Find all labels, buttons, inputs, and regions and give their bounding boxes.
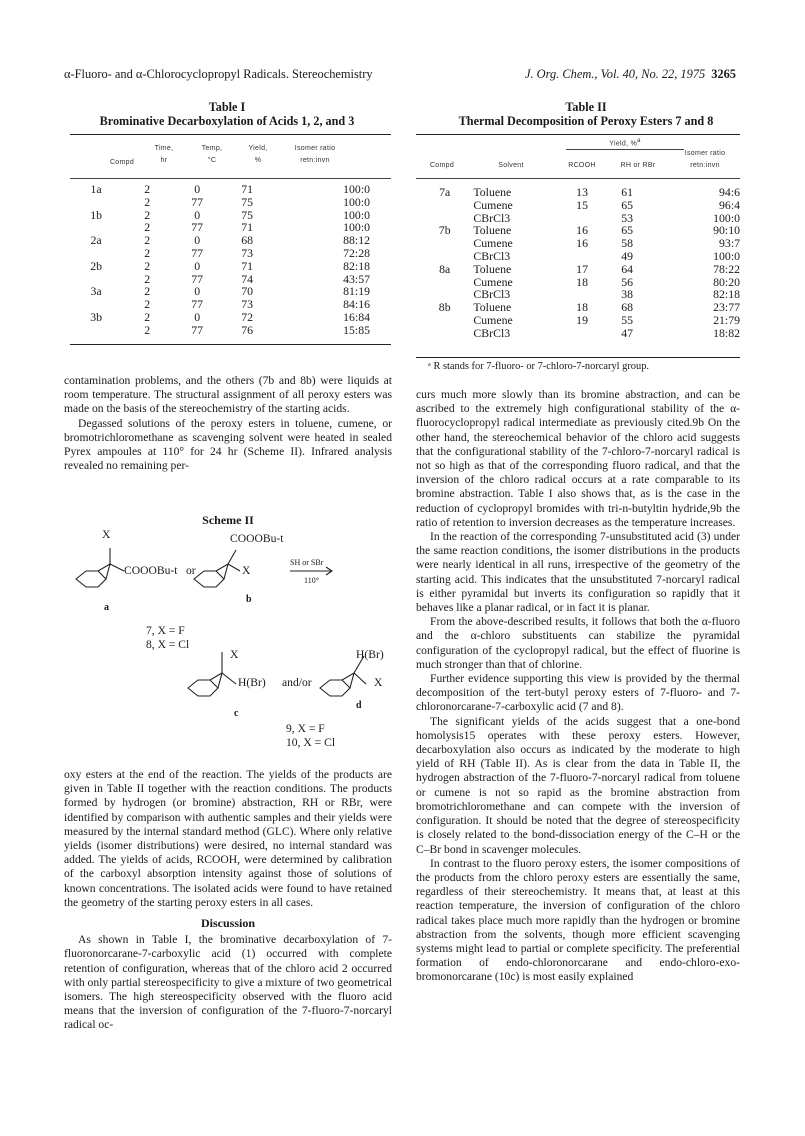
table-2-header-isomer: Isomer ratio <box>684 150 726 157</box>
scheme-2-figure <box>64 526 392 756</box>
table-1-cell: 2 <box>144 220 151 235</box>
table-2-caption-title: Thermal Decomposition of Peroxy Esters 7 and 8 <box>458 114 714 128</box>
table-1-header-time-unit: hr <box>160 157 168 164</box>
table-2-cell: 7a <box>439 185 451 199</box>
table-2-body <box>416 186 740 340</box>
table-2-cell: 16 <box>576 223 588 238</box>
table-2-cell <box>416 327 473 340</box>
table-2-cell: Toluene <box>473 185 512 199</box>
table-2-cell <box>416 237 473 250</box>
table-2-cell: CBrCl3 <box>473 325 511 340</box>
table-row <box>70 247 370 260</box>
table-2-caption-number: Table II <box>565 100 607 114</box>
paragraph: Further evidence supporting this view is provided by the thermal decomposition of the tert-butyl peroxy esters of 7-fluoro- and 7-chloronorcarane-7-carboxylic acid (7 and 8). <box>416 672 740 714</box>
table-2-header <box>416 138 740 172</box>
ring-b <box>194 571 224 587</box>
table-2-cell: 16 <box>576 236 588 251</box>
table-2-header-solvent: Solvent <box>498 162 524 169</box>
scheme-b-cooobu: COOOBu-t <box>230 532 284 545</box>
table-2-cell: 56 <box>621 274 634 289</box>
table-row <box>416 237 740 250</box>
compound-7-def: 7, X = F <box>146 624 185 637</box>
table-2-header-yield-group <box>584 138 666 147</box>
table-2-cell: 8b <box>438 300 451 315</box>
table-1-cell: 16:84 <box>343 309 370 324</box>
paragraph: From the above-described results, it follows that both the α-fluoro and the α-chloro substituents can stabilize the pyramidal configuration of the cyclopropyl radical, but the effect of fluorine is much stronger than that of chlorine. <box>416 615 740 671</box>
table-1-cell: 100:0 <box>343 182 370 196</box>
table-2-cell <box>566 250 599 263</box>
table-1-cell: 76 <box>241 322 254 337</box>
table-2-cell: 13 <box>576 185 588 199</box>
table-2-cell: 61 <box>621 185 634 199</box>
table-1 <box>64 100 390 128</box>
table-1-cell: 2 <box>144 258 151 273</box>
table-1-cell: 100:0 <box>343 194 370 209</box>
section-heading-discussion: Discussion <box>200 916 256 931</box>
scheme-label-a: a <box>104 602 109 613</box>
scheme-a-cooobu: COOOBu-t <box>124 564 178 577</box>
table-row <box>70 221 370 234</box>
table-1-cell: 75 <box>241 194 254 209</box>
table-1-cell: 0 <box>194 207 201 222</box>
table-2-cell: 68 <box>621 300 634 315</box>
table-1-cell: 2 <box>144 207 151 222</box>
table-2-cell: Cumene <box>473 197 513 212</box>
table-2-cell: Cumene <box>473 236 513 251</box>
table-1-header-isomer: Isomer ratio <box>294 145 336 152</box>
table-1-header-temp-unit: °C <box>207 157 217 164</box>
table-1-cell <box>70 324 122 337</box>
scheme-d-x: X <box>374 676 383 689</box>
table-1-cell: 71 <box>241 182 254 196</box>
table-1-header <box>70 145 391 173</box>
table-1-cell: 72:28 <box>343 245 370 260</box>
table-2-cell: 18:82 <box>713 325 740 340</box>
table-1-cell: 70 <box>241 284 254 299</box>
table-2-cell: 7b <box>438 223 451 238</box>
ring-c <box>188 680 218 696</box>
table-1-cell: 2 <box>144 194 151 209</box>
table-row <box>70 196 370 209</box>
table-1-cell: 72 <box>241 309 254 324</box>
table-1-cell <box>70 196 122 209</box>
table-row <box>70 298 370 311</box>
paragraph: curs much more slowly than its bromine abstraction, and can be ascribed to the extremely high configurational stability of the α-fluorocyclopropyl radical intermediate as previously cited.9b On the other hand, the stereochemical behavior of the chloro acid suggests that the configurational stability of the 7-chloro-7-norcaryl radical is not so high as that of the corresponding fluoro radical, and that the inversion of the chloro radical occurs at a rate comparable to its bromine abstraction. Table I also shows that, as is the case in the reduction of cyclopropyl bromides with tri-n-butyltin hydride,9b the ratio of retention to inversion decreases as the temperature increases. <box>416 388 740 529</box>
table-2-cell: CBrCl3 <box>473 210 511 225</box>
table-2-cell: CBrCl3 <box>473 248 511 263</box>
paragraph: In the reaction of the corresponding 7-unsubstituted acid (3) under the same reaction conditions, the isomer distributions in the products were nearly identical in all runs, irrespective of the geometry of the starting acid. This indicates that the unsubstituted 7-norcaryl radical is either pyramidal but inverts its configuration so rapidly that it behaves like a planar radical, or in fact it is planar. <box>416 530 740 615</box>
ring-a <box>76 571 106 587</box>
table-1-top-rule <box>70 134 391 135</box>
table-2-cell: 47 <box>621 325 634 340</box>
scheme-label-d: d <box>356 700 362 711</box>
table-1-cell: 68 <box>241 233 254 248</box>
table-row <box>70 273 370 286</box>
table-row <box>70 260 370 273</box>
table-2-header-rcooh: RCOOH <box>568 162 596 169</box>
table-1-cell <box>70 247 122 260</box>
table-2-cell <box>416 199 473 212</box>
table-1-cell: 84:16 <box>343 297 370 312</box>
scheme-temperature: 110° <box>304 576 319 585</box>
table-row <box>416 314 740 327</box>
table-2-cell: 18 <box>576 274 588 289</box>
table-2-cell <box>566 327 599 340</box>
table-1-cell: 0 <box>194 284 201 299</box>
table-2-cell: 80:20 <box>713 274 740 289</box>
table-1-cell: 88:12 <box>343 233 370 248</box>
table-1-header-isomer-unit: retn:invn <box>300 157 330 164</box>
table-2-cell: 65 <box>621 197 634 212</box>
scheme-a-x: X <box>102 528 111 541</box>
table-2-cell: 100:0 <box>713 210 740 225</box>
paragraph: In contrast to the fluoro peroxy esters, the isomer compositions of the products from the chloro peroxy esters are essentially the same, regardless of their stereochemistry. It means that, at least at this reaction temperature, the inversion of configuration of the chloro radical takes place much more rapidly than the hydrogen or bromine abstraction from the solvents, though more efficient scavenging systems might lead to partial or complete specificity. The preferential formation of endo-chloronorcarane and endo-chloro-exo-bromonorcarane (10c) is most easily explained <box>416 856 740 984</box>
page-number: 3265 <box>711 67 736 81</box>
running-header-journal <box>525 67 736 82</box>
table-1-cell: 0 <box>194 182 201 196</box>
table-row <box>70 209 370 222</box>
compound-9-def: 9, X = F <box>286 722 325 735</box>
table-2-bottom-rule <box>416 357 740 358</box>
table-1-body <box>70 183 370 337</box>
table-2-cell: 55 <box>621 312 634 327</box>
table-2-cell <box>416 250 473 263</box>
paragraph: The significant yields of the acids suggest that a one-bond homolysis15 operates with these peroxy esters. However, decarboxylation also occurs as indicated by the moderate to high yield of RH (Table II). As is clear from the data in Table II, the hydrogen abstraction of the 7-fluoro-7-norcaryl radical from toluene or cumene is not so rapid as the bromine abstraction from bromotrichloromethane and can compete with the inversion of configuration. It should be noted that the degree of stereospecificity is closely related to the bond-dissociation energy of the C–H or the C–Br bond in scavenger molecules. <box>416 714 740 856</box>
table-2-cell: Cumene <box>473 274 513 289</box>
table-2-cell <box>416 276 473 289</box>
table-1-cell: 1b <box>90 207 102 222</box>
table-1-cell: 77 <box>191 322 204 337</box>
table-2-header-compd: Compd <box>429 162 455 169</box>
table-1-header-time: Time, <box>154 145 174 152</box>
scheme-label-b: b <box>246 594 252 605</box>
right-column <box>416 388 740 985</box>
table-2-cell: 93:7 <box>719 236 740 251</box>
table-2-cell: 58 <box>621 236 634 251</box>
paragraph: contamination problems, and the others (7b and 8b) were liquids at room temperature. The structural assignment of all peroxy esters was made on the basis of the stereochemistry of the starting acids. <box>64 374 392 416</box>
table-2-header-isomer-unit: retn:invn <box>690 162 720 169</box>
table-1-cell: 2b <box>90 258 102 273</box>
table-2-cell: 96:4 <box>719 197 740 212</box>
table-1-caption-title: Brominative Decarboxylation of Acids 1, 2, and 3 <box>99 114 355 128</box>
running-header-title: α-Fluoro- and α-Chlorocyclopropyl Radicals. Stereochemistry <box>64 67 373 81</box>
table-1-cell: 0 <box>194 258 201 273</box>
table-1-cell: 43:57 <box>343 271 370 286</box>
paragraph: oxy esters at the end of the reaction. The yields of the products are given in Table II together with the reaction conditions. The products formed by hydrogen (or bromine) abstraction, RH or RBr, were identified by comparison with authentic samples and their yields were measured by the internal standard method (GLC). Where only relative yields (isomer distributions) were desired, no internal standard was added. The yields of acids, RCOOH, were determined by calibration of the carboxyl absorption intensity against those of solutions of known concentrations. The isolated acids were found to have retained the geometry of the starting peroxy esters in all cases. <box>64 768 392 909</box>
table-row <box>416 250 740 263</box>
table-row <box>416 263 740 276</box>
table-2-cell: 23:77 <box>713 300 740 315</box>
table-1-cell: 74 <box>241 271 254 286</box>
table-1-cell: 73 <box>241 297 254 312</box>
table-1-cell: 15:85 <box>343 322 370 337</box>
table-2-cell: Toluene <box>473 223 512 238</box>
table-2-cell: 17 <box>576 261 588 276</box>
table-2-cell: 90:10 <box>713 223 740 238</box>
table-1-cell: 3b <box>90 309 102 324</box>
table-2 <box>416 100 756 128</box>
scheme-label-c: c <box>234 708 239 719</box>
scheme-and-or: and/or <box>282 676 312 689</box>
table-1-header-yield-unit: % <box>254 157 262 164</box>
table-1-header-rule <box>70 178 391 179</box>
table-row <box>416 276 740 289</box>
table-2-cell: 38 <box>621 287 634 302</box>
table-2-cell: 100:0 <box>713 248 740 263</box>
table-2-footnote: ᵃ R stands for 7-fluoro- or 7-chloro-7-norcaryl group. <box>428 361 649 372</box>
table-1-cell: 2 <box>144 322 151 337</box>
ring-d <box>320 680 350 696</box>
table-2-cell: 65 <box>621 223 634 238</box>
table-1-cell: 75 <box>241 207 254 222</box>
compound-10-def: 10, X = Cl <box>286 736 336 749</box>
table-row <box>70 285 370 298</box>
table-1-cell: 2 <box>144 271 151 286</box>
table-2-header-rh: RH or RBr <box>620 162 656 169</box>
table-2-cell: 82:18 <box>713 287 740 302</box>
compound-8-def: 8, X = Cl <box>146 638 190 651</box>
table-1-cell: 73 <box>241 245 254 260</box>
table-2-header-rule <box>416 178 740 179</box>
table-2-cell: Toluene <box>473 300 512 315</box>
scheme-c-x: X <box>230 648 239 661</box>
table-2-cell: 15 <box>576 197 588 212</box>
table-2-cell: 49 <box>621 248 634 263</box>
scheme-2-drawing <box>64 526 392 756</box>
table-1-cell: 100:0 <box>343 207 370 222</box>
table-2-cell: Cumene <box>473 312 513 327</box>
scheme-b-x: X <box>242 564 251 577</box>
left-column-top <box>64 374 392 473</box>
table-1-cell: 3a <box>90 284 102 299</box>
table-1-cell: 77 <box>191 220 204 235</box>
table-row <box>70 311 370 324</box>
table-2-cell: 78:22 <box>713 261 740 276</box>
table-1-caption-number: Table I <box>208 100 246 114</box>
table-1-cell: 2 <box>144 309 151 324</box>
scheme-c-hbr: H(Br) <box>238 676 266 689</box>
table-2-cell: CBrCl3 <box>473 287 511 302</box>
table-1-cell: 77 <box>191 297 204 312</box>
table-1-cell: 82:18 <box>343 258 370 273</box>
table-2-cell: 18 <box>576 300 588 315</box>
table-1-header-temp: Temp, <box>201 145 223 152</box>
table-1-cell: 0 <box>194 233 201 248</box>
table-2-top-rule <box>416 134 740 135</box>
table-1-cell: 71 <box>241 220 254 235</box>
table-1-cell: 77 <box>191 245 204 260</box>
journal-citation: J. Org. Chem., Vol. 40, No. 22, 1975 <box>524 67 706 81</box>
table-1-cell: 77 <box>191 271 204 286</box>
table-2-cell: Toluene <box>473 261 512 276</box>
table-2-cell: 53 <box>621 210 634 225</box>
table-1-header-yield: Yield, <box>248 145 268 152</box>
table-1-bottom-rule <box>70 344 391 345</box>
table-1-cell: 71 <box>241 258 254 273</box>
paragraph: As shown in Table I, the brominative decarboxylation of 7-fluoronorcarane-7-carboxylic acid (1) occurred with complete retention of configuration, whereas that of the chloro acid 2 occurred with only partial stereospecificity to give a mixture of two geometrical isomers. The high stereospecificity observed with the fluoro acid means that the inversion of configuration of the 7-fluoro-7-norcaryl radical oc- <box>64 933 392 1032</box>
table-row <box>70 234 370 247</box>
table-1-cell: 77 <box>191 194 204 209</box>
table-row <box>70 183 370 196</box>
table-1-cell: 100:0 <box>343 220 370 235</box>
table-1-cell: 2 <box>144 297 151 312</box>
table-1-cell: 2a <box>90 233 102 248</box>
table-row <box>416 199 740 212</box>
table-1-cell: 2 <box>144 182 151 196</box>
table-1-cell: 1a <box>90 182 102 196</box>
table-1-cell: 2 <box>144 245 151 260</box>
table-2-cell: 94:6 <box>719 185 740 199</box>
paragraph: Degassed solutions of the peroxy esters in toluene, cumene, or bromotrichloromethane as scavenging solvent were heated in sealed Pyrex ampoules at 110° for 24 hr (Scheme II). Infrared analysis revealed no remaining per- <box>64 416 392 473</box>
scheme-or: or <box>186 564 196 577</box>
yield-group-rule <box>566 149 684 150</box>
table-row <box>416 186 740 199</box>
table-1-header-compd: Compd <box>109 159 135 166</box>
table-2-cell: 21:79 <box>713 312 740 327</box>
left-column-bottom <box>64 768 392 1033</box>
yield-group-label: Yield, % <box>609 140 638 148</box>
table-1-cell: 0 <box>194 309 201 324</box>
scheme-reagent: SH or SBr <box>290 558 324 567</box>
table-1-cell: 2 <box>144 284 151 299</box>
table-1-cell: 2 <box>144 233 151 248</box>
scheme-title: Scheme II <box>202 513 254 527</box>
table-row <box>416 327 740 340</box>
table-row <box>70 324 370 337</box>
table-1-cell: 81:19 <box>343 284 370 299</box>
table-2-cell: 64 <box>621 261 634 276</box>
table-2-cell: 19 <box>576 312 588 327</box>
table-2-cell <box>416 314 473 327</box>
table-2-cell: 8a <box>439 261 451 276</box>
footnote-marker-a: a <box>637 138 641 144</box>
scheme-d-hbr: H(Br) <box>356 648 384 661</box>
